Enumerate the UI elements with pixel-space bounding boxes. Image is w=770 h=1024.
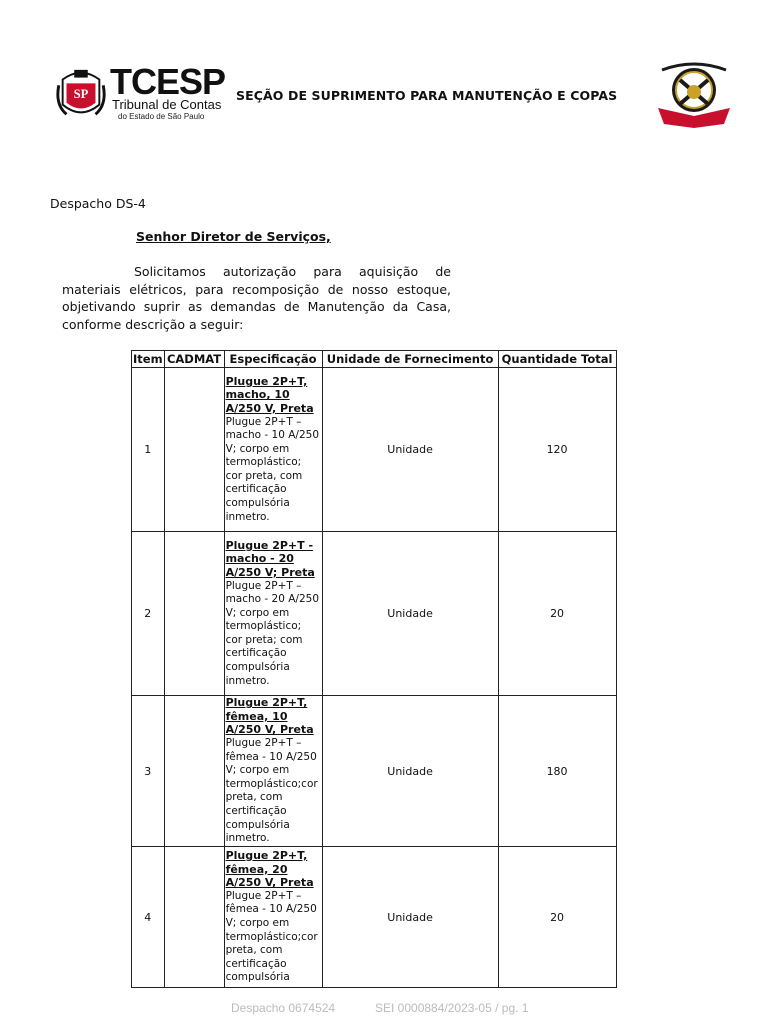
sp-seal-icon (56, 66, 106, 122)
spec-title: Plugue 2P+T, macho, 10 A/250 V, Preta (225, 374, 314, 415)
quantity: 20 (498, 532, 616, 696)
spec-body: Plugue 2P+T – macho - 10 A/250 V; corpo em termoplástico; cor preta, com certificação compulsória inmetro. (225, 415, 320, 523)
spec-title: Plugue 2P+T - macho - 20 A/250 V; Preta (225, 538, 315, 579)
quantity: 180 (498, 696, 616, 847)
salutation: Senhor Diretor de Serviços, (136, 229, 331, 244)
item-number: 1 (132, 368, 165, 532)
svg-text:SP: SP (73, 86, 89, 101)
cadmat-code (164, 532, 224, 696)
header-item: Item (133, 352, 163, 366)
spec-title: Plugue 2P+T, fêmea, 20 A/250 V, Preta (225, 849, 314, 890)
item-number: 3 (132, 696, 165, 847)
spec-body: Plugue 2P+T – macho - 20 A/250 V; corpo em termoplástico; cor preta; com certificação compulsória inmetro. (225, 579, 320, 687)
table-header-row (132, 351, 617, 368)
unit: Unidade (322, 368, 498, 532)
unit: Unidade (322, 847, 498, 988)
despacho-number: Despacho DS-4 (50, 196, 146, 211)
department-emblem-icon (654, 60, 734, 130)
tcesp-logo: SP TCESP Tribunal de Contas do Estado de São Paulo (54, 64, 230, 126)
specification (224, 368, 322, 532)
cadmat-code (164, 696, 224, 847)
table-row (132, 368, 617, 532)
table-row (132, 847, 617, 988)
items-table (131, 350, 617, 988)
item-number: 4 (132, 847, 165, 988)
footer-despacho-id: Despacho 0674524 (231, 1001, 336, 1015)
item-number: 2 (132, 532, 165, 696)
spec-body: Plugue 2P+T – fêmea - 10 A/250 V; corpo em termoplástico;cor preta, com certificação compulsória inmetro. (225, 737, 318, 845)
unit: Unidade (322, 696, 498, 847)
header-quantidade: Quantidade Total (498, 351, 616, 368)
cadmat-code (164, 368, 224, 532)
spec-body: Plugue 2P+T – fêmea - 10 A/250 V; corpo em termoplástico;cor preta, com certificação compulsória (225, 889, 318, 984)
header-cadmat: CADMAT (164, 351, 224, 368)
footer-sei-page: SEI 0000884/2023-05 / pg. 1 (375, 1001, 529, 1015)
spec-title: Plugue 2P+T, fêmea, 10 A/250 V, Preta (225, 696, 314, 737)
quantity: 120 (498, 368, 616, 532)
cadmat-code (164, 847, 224, 988)
quantity: 20 (498, 847, 616, 988)
specification (224, 532, 322, 696)
specification (224, 696, 322, 847)
section-title: SEÇÃO DE SUPRIMENTO PARA MANUTENÇÃO E COPAS (236, 88, 618, 103)
header-especificacao: Especificação (224, 351, 322, 368)
intro-paragraph: Solicitamos autorização para aquisição de materiais elétricos, para recomposição de nosso estoque, objetivando suprir as demandas de Manutenção da Casa, conforme descrição a seguir: (62, 264, 451, 332)
header-unidade: Unidade de Fornecimento (322, 351, 498, 368)
specification (224, 847, 322, 988)
table-row (132, 532, 617, 696)
unit: Unidade (322, 532, 498, 696)
table-row (132, 696, 617, 847)
